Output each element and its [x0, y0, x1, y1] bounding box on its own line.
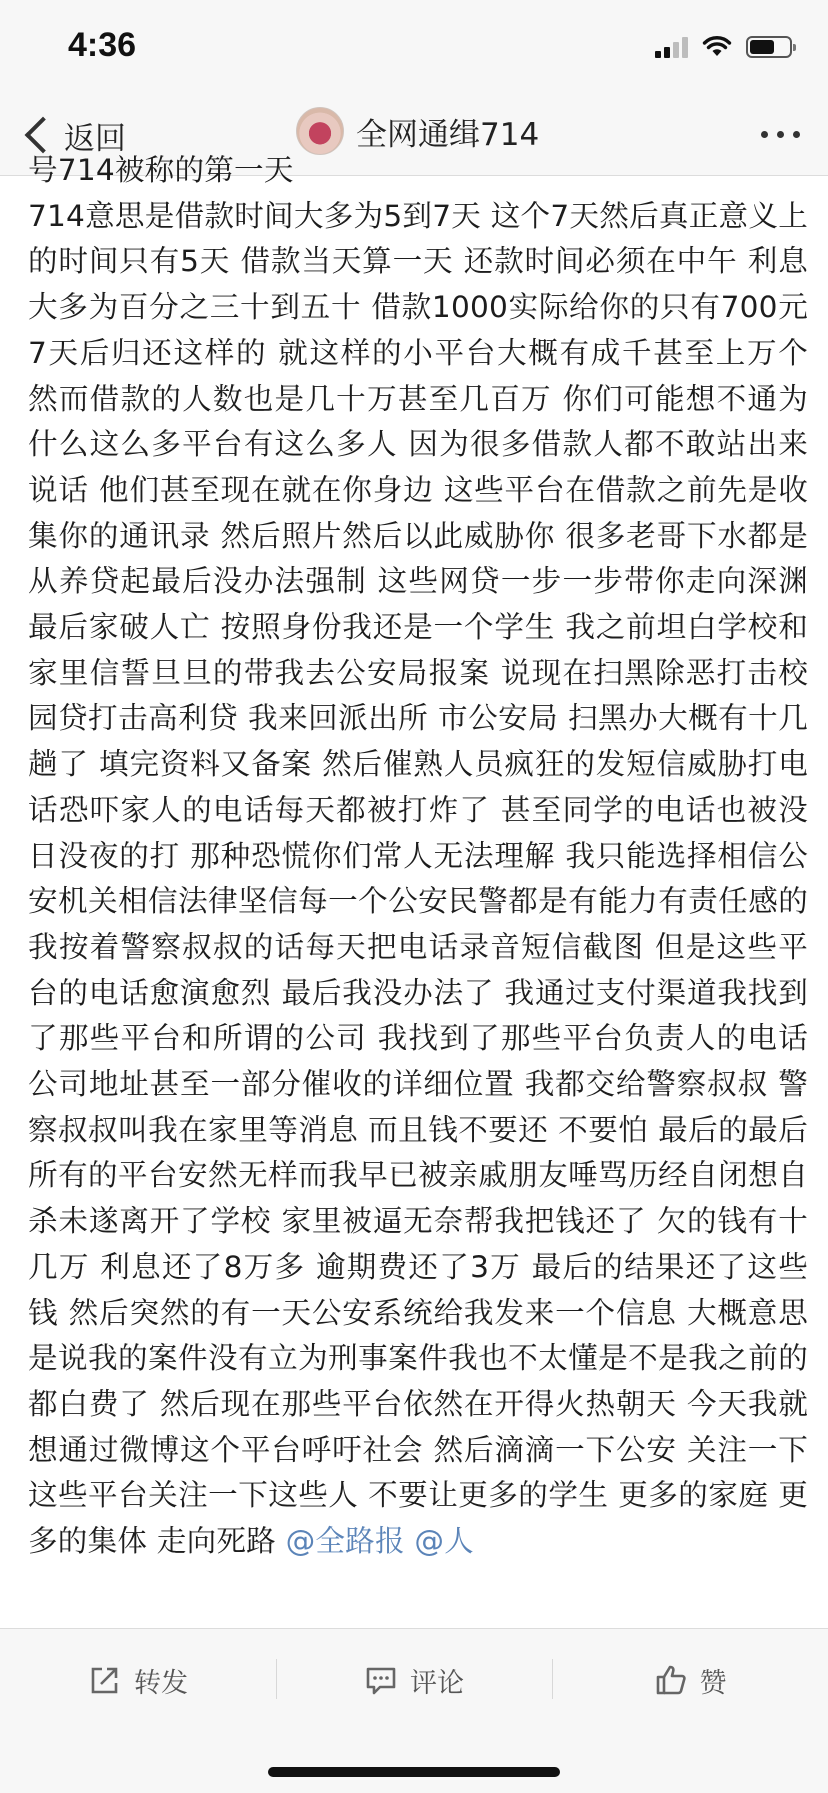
- like-label: 赞: [699, 1667, 727, 1699]
- repost-button[interactable]: [0, 1629, 276, 1731]
- post-body: 714意思是借款时间大多为5到7天 这个7天然后真正意义上的时间只有5天 借款当天算一天 还款时间必须在中午 利息大多为百分之三十到五十 借款1000实际给你的只有700元 7天后归还这样的 就这样的小平台大概有成千甚至上万个 然而借款的人数也是几十万甚至几百万 你们可能想不通为什么这么多平台有这么多人 因为很多借款人都不敢站出来说话 他们甚至现在就在你身边 这些平台在借款之前先是收集你的通讯录 然后照片然后以此威胁你 很多老哥下水都是从养贷起最后没办法强制 这些网贷一步一步带你走向深渊最后家破人亡 按照身份我还是一个学生 我之前坦白学校和家里信誓旦旦的带我去公安局报案 说现在扫黑除恶打击校园贷打击高利贷 我来回派出所 市公安局 扫黑办大概有十几趟了 填完资料又备案 然后催熟人员疯狂的发短信威胁打电话恐吓家人的电话每天都被打炸了 甚至同学的电话也被没日没夜的打 那种恐慌你们常人无法理解 我只能选择相信公安机关相信法律坚信每一个公安民警都是有能力有责任感的 我按着警察叔叔的话每天把电话录音短信截图 但是这些平台的电话愈演愈烈 最后我没办法了 我通过支付渠道我找到了那些平台和所谓的公司 我找到了那些平台负责人的电话公司地址甚至一部分催收的详细位置 我都交给警察叔叔 警察叔叔叫我在家里等消息 而且钱不要还 不要怕 最后的最后所有的平台安然无样而我早已被亲戚朋友唾骂历经自闭想自杀未遂离开了学校 家里被逼无奈帮我把钱还了 欠的钱有十几万 利息还了8万多 逾期费还了3万 最后的结果还了这些钱 然后突然的有一天公安系统给我发来一个信息 大概意思是说我的案件没有立为刑事案件我也不太懂是不是我之前的都白费了 然后现在那些平台依然在开得火热朝天 今天我就想通过微博这个平台呼吁社会 然后滴滴一下公安 关注一下这些平台关注一下这些人 不要让更多的学生 更多的家庭 更多的集体 走向死路: [28, 198, 808, 1559]
- comment-button[interactable]: [276, 1629, 552, 1731]
- home-indicator[interactable]: [268, 1767, 560, 1777]
- status-time: 4:36: [68, 26, 137, 64]
- post-content[interactable]: [0, 153, 828, 1628]
- share-icon: [88, 1663, 122, 1697]
- battery-icon: [746, 36, 792, 58]
- more-dot-icon: [761, 131, 768, 138]
- status-bar: [0, 0, 828, 95]
- page-title: 全网通缉714: [356, 116, 540, 153]
- status-icons: [655, 36, 792, 58]
- comment-label: 评论: [410, 1667, 464, 1699]
- post-text-cut-line: 号714被称的第一天: [28, 153, 294, 187]
- post-text: [28, 148, 808, 1565]
- repost-label: 转发: [134, 1667, 188, 1699]
- wifi-icon: [702, 36, 732, 58]
- divider: [276, 1659, 277, 1699]
- like-button[interactable]: [552, 1629, 828, 1731]
- post-mentions[interactable]: @全路报 @人: [285, 1524, 474, 1559]
- more-dot-icon: [793, 131, 800, 138]
- more-options-button[interactable]: [761, 131, 800, 138]
- thumbs-up-icon: [654, 1663, 688, 1697]
- cellular-signal-icon: [655, 36, 688, 58]
- more-dot-icon: [777, 131, 784, 138]
- divider: [552, 1659, 553, 1699]
- bottom-action-bar: [0, 1628, 828, 1793]
- comment-icon: [364, 1663, 398, 1697]
- back-label: 返回: [64, 120, 126, 157]
